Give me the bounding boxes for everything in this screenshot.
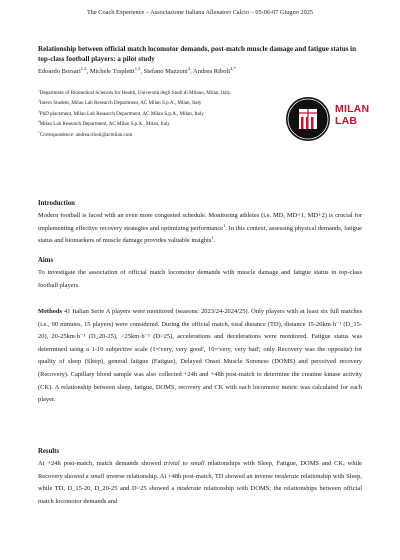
aims-heading: Aims [38,257,54,264]
author-list [38,67,368,76]
results-heading: Results [38,448,60,455]
running-header: The Coach Experience – Associazione Italiana Allenatori Calcio – 05-06-07 Giugno 2025 [86,9,314,16]
aims-text: To investigate the association of official match locomotor demands with muscle damage and fatigue status in top-class football players. [38,269,362,289]
affiliation: $^4$Milan Lab Research Department, AC Milan S.p.A., Milan, Italy [38,119,170,128]
milan-lab-wordmark: MILAN LAB [335,103,370,127]
author: Michele Trapletti$^{1,3}$, [89,65,144,75]
affiliation: $^2$Intern Student, Milan Lab Research Department, AC Milan S.p.A., Milan, Italy [38,98,202,107]
results-text: At +24h post-match, match demands showed trivial to small relationships with Sleep, Fatigue, DOMS and CK, while Recovery showed a small inverse relationship. At +48h post-match, TD showed an inverse moderate relationship with Sleep, while TD, D_15-20, D_20-25 and D>25 showed a moderate relationship with DOMS; the relationships between official match locomotor demands and [38,460,362,505]
author: Andrea Riboli$^{4,*}$ [193,65,236,75]
affiliation: $^1$Department of Biomedical Sciences for Health, Università degli Studi di Milano, Milan, Italy. [38,88,232,96]
affiliation-list [38,88,278,140]
author: Edoardo Borsari$^{1,2}$, [38,65,90,75]
paper-title: Relationship between official match locomotor demands, post-match muscle damage and fatigue status in top-class football players: a pilot study [38,45,357,63]
affiliation: $^3$PhD placement, Milan Lab Research Department, AC Milan S.p.A., Milan, Italy [38,109,204,117]
author: Stefano Mazzoni$^4$, [143,65,194,75]
correspondence: *Correspondence: andrea.riboli@acmilan.com [38,129,133,138]
introduction-text: Modern football is faced with an even more congested schedule. Monitoring athletes (i.e. MD, MD+1, MD+2) is crucial for implementing effective recovery strategies and optimizing performance$^1$. In this context, assessing physical demands, fatigue status and biomarkers of muscle damage provides valuable insights$^1$. [38,212,362,245]
introduction-heading: Introduction [38,200,75,207]
milan-lab-logo [286,97,386,145]
methods-heading: Methods [38,308,62,315]
ac-milan-seal-icon [286,97,330,141]
methods-paragraph: Methods 41 Italian Serie A players were monitored (seasons: 2023/24-2024/25). Only players with at least six full matches (i.e., 90 minutes, 15 players) were considered. During the official match, total distance (TD), distance 15-20km·h⁻¹ (D_15-20), 20-25km·h⁻¹ (D_20-25), >25km·h⁻¹ (D>25), accelerations and decelerations were monitored. Fatigue status was determined using a 1-10 subjective scale (1='very, very good', 10='very, very bad'; only Recovery was the opposite) for quality of sleep (Sleep), general fatigue (Fatigue), Delayed Onset Muscle Soreness (DOMS) and perceived recovery (Recovery). Capillary blood sample was also collected +24h and +48h post-match to determine the creatine kinase activity (CK). A relationship between sleep, fatigue, DOMS, recovery and CK with each locomotor metric was calculated for each player. [38,308,363,404]
